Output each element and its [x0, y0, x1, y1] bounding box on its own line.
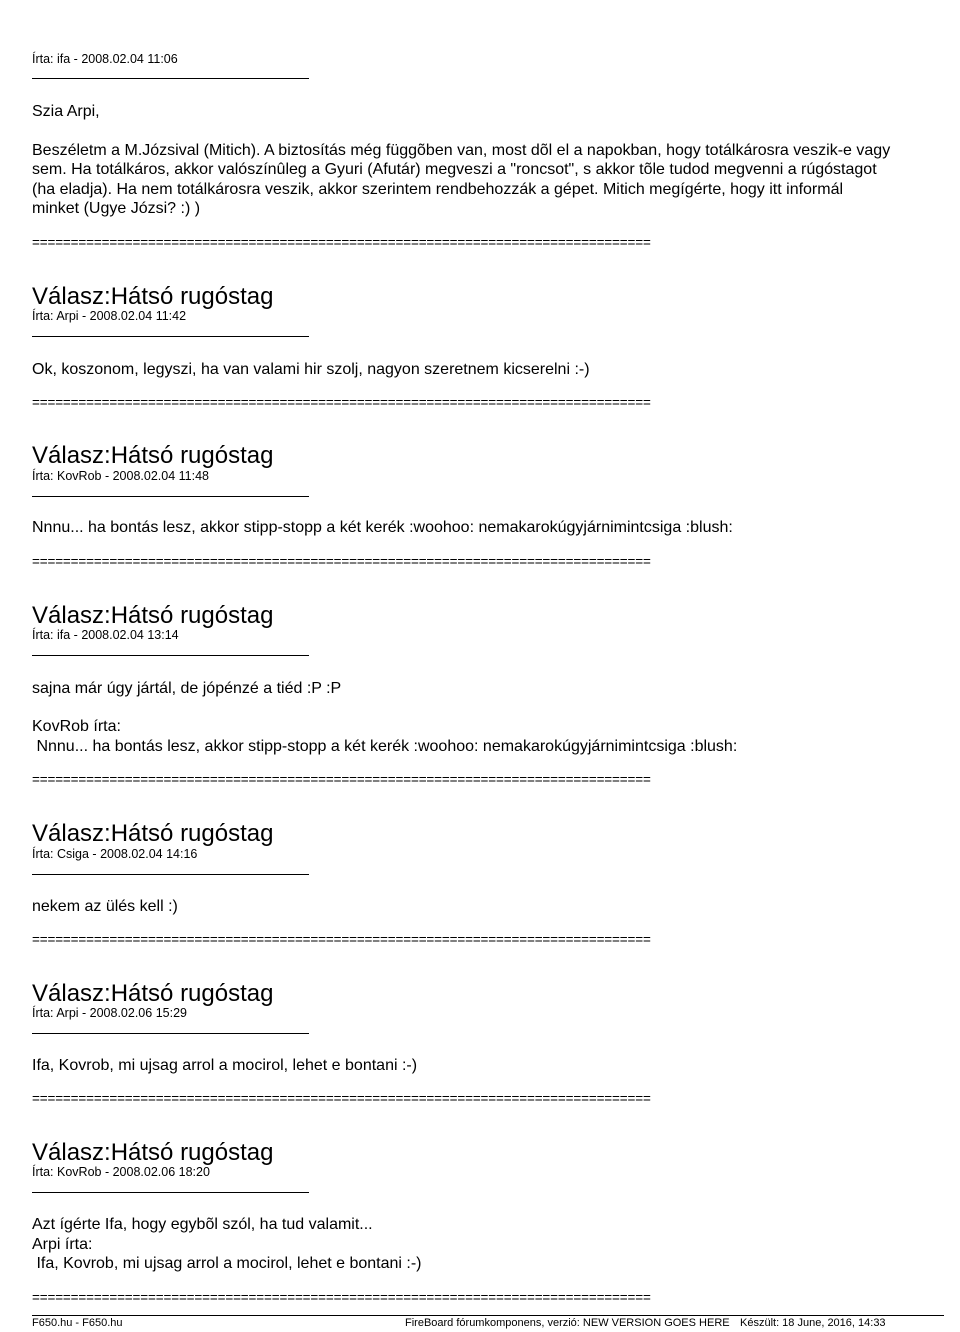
post-body-line: (ha eladja). Ha nem totálkárosra veszik, akkor szerintem rendbehozzák a gépet. Mitich megígérte, hogy itt informál	[32, 181, 844, 198]
post-body-line: sem. Ha totálkáros, akkor valószínûleg a Gyuri (Afutár) megveszi a "roncsot", s akkor tõle tudod megvenni a rúgóstagot	[32, 161, 877, 178]
post-separator: ================================================================================	[32, 554, 651, 569]
post-body-line: Szia Arpi,	[32, 103, 100, 120]
post-meta: Írta: KovRob - 2008.02.06 18:20	[32, 1165, 210, 1179]
post-title: Válasz:Hátsó rugóstag	[32, 980, 274, 1007]
post-body-line: Nnnu... ha bontás lesz, akkor stipp-stopp a két kerék :woohoo: nemakarokúgyjárnimintcsiga :blush:	[32, 519, 733, 536]
post-divider	[32, 655, 309, 656]
quote-body: Ifa, Kovrob, mi ujsag arrol a mocirol, lehet e bontani :-)	[32, 1255, 422, 1272]
post-title: Válasz:Hátsó rugóstag	[32, 283, 274, 310]
post-divider	[32, 496, 309, 497]
post-separator: ================================================================================	[32, 1290, 651, 1305]
post-body-line: Ok, koszonom, legyszi, ha van valami hir szolj, nagyon szeretnem kicserelni :-)	[32, 361, 590, 378]
footer-component: FireBoard fórumkomponens, verzió: NEW VERSION GOES HERE	[405, 1317, 730, 1329]
post-meta: Írta: Arpi - 2008.02.06 15:29	[32, 1006, 187, 1020]
post-title: Válasz:Hátsó rugóstag	[32, 442, 274, 469]
post-meta: Írta: Csiga - 2008.02.04 14:16	[32, 847, 198, 861]
post-separator: ================================================================================	[32, 395, 651, 410]
quote-author: Arpi írta:	[32, 1236, 93, 1253]
post-separator: ================================================================================	[32, 932, 651, 947]
post-divider	[32, 78, 309, 79]
post-separator: ================================================================================	[32, 235, 651, 250]
post-separator: ================================================================================	[32, 1091, 651, 1106]
post-meta: Írta: Arpi - 2008.02.04 11:42	[32, 309, 187, 323]
post-title: Válasz:Hátsó rugóstag	[32, 820, 274, 847]
quote-body: Nnnu... ha bontás lesz, akkor stipp-stopp a két kerék :woohoo: nemakarokúgyjárnimintcsiga :blush:	[32, 738, 738, 755]
footer-rule	[32, 1315, 944, 1316]
post-meta: Írta: KovRob - 2008.02.04 11:48	[32, 469, 209, 483]
post-divider	[32, 874, 309, 875]
post-body-line: Beszéletm a M.Józsival (Mitich). A biztosítás még függõben van, most dõl el a napokban, hogy totálkárosra veszik-e vagy	[32, 142, 891, 159]
post-title: Válasz:Hátsó rugóstag	[32, 602, 274, 629]
footer-generated: Készült: 18 June, 2016, 14:33	[740, 1317, 886, 1329]
quote-author: KovRob írta:	[32, 718, 121, 735]
post-body-line: nekem az ülés kell :)	[32, 898, 178, 915]
post-body-line: Ifa, Kovrob, mi ujsag arrol a mocirol, lehet e bontani :-)	[32, 1057, 418, 1074]
post-body-line: minket (Ugye Józsi? :) )	[32, 200, 201, 217]
post-body-line: sajna már úgy jártál, de jópénzé a tiéd :P :P	[32, 680, 342, 697]
post-divider	[32, 1192, 309, 1193]
post-divider	[32, 1033, 309, 1034]
post-meta: Írta: ifa - 2008.02.04 13:14	[32, 628, 179, 642]
post-title: Válasz:Hátsó rugóstag	[32, 1139, 274, 1166]
post-divider	[32, 336, 309, 337]
post-separator: ================================================================================	[32, 772, 651, 787]
post-meta: Írta: ifa - 2008.02.04 11:06	[32, 52, 178, 66]
post-body-line: Azt ígérte Ifa, hogy egybõl szól, ha tud valamit...	[32, 1216, 373, 1233]
footer-site: F650.hu - F650.hu	[32, 1317, 123, 1329]
